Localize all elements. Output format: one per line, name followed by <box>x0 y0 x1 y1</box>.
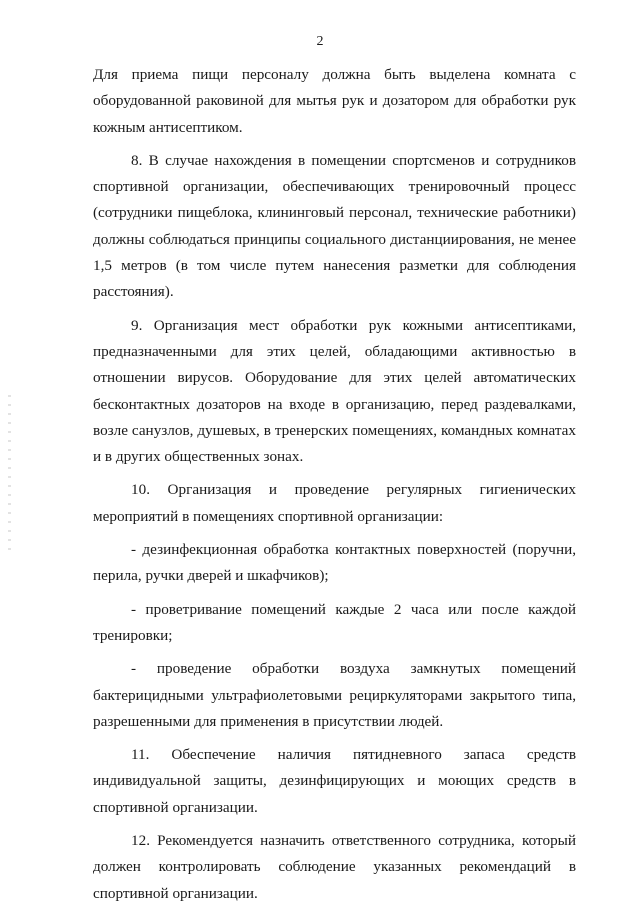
paragraph-item-10: 10. Организация и проведение регулярных гигиенических мероприятий в помещениях спортивной организации: <box>93 481 576 525</box>
page-number: 2 <box>316 34 324 49</box>
list-item-ventilation: - проветривание помещений каждые 2 часа или после каждой тренировки; <box>93 600 576 644</box>
list-item-air-treatment: - проведение обработки воздуха замкнутых помещений бактерицидными ультрафиолетовыми рециркуляторами закрытого типа, разрешенными для применения в присутствии людей. <box>93 660 576 730</box>
paragraph-item-8: 8. В случае нахождения в помещении спортсменов и сотрудников спортивной организации, обеспечивающих тренировочный процесс (сотрудники пищеблока, клининговый персонал, технические работники) должны соблюдаться принципы социального дистанциирования, не менее 1,5 метров (в том числе путем нанесения разметки для соблюдения расстояния). <box>93 151 576 301</box>
list-item-disinfection: - дезинфекционная обработка контактных поверхностей (поручни, перила, ручки дверей и шкафчиков); <box>93 541 576 585</box>
paragraph-item-12: 12. Рекомендуется назначить ответственного сотрудника, который должен контролировать соблюдение указанных рекомендаций в спортивной организации. <box>93 832 576 902</box>
scan-margin-marks <box>8 395 11 555</box>
paragraph-item-11: 11. Обеспечение наличия пятидневного запаса средств индивидуальной защиты, дезинфицирующих и моющих средств в спортивной организации. <box>93 746 576 816</box>
document-body <box>93 62 576 907</box>
paragraph-item-9: 9. Организация мест обработки рук кожными антисептиками, предназначенными для этих целей, обладающими активностью в отношении вирусов. Оборудование для этих целей автоматических бесконтактных дозаторов на входе в организацию, перед раздевалками, возле санузлов, душевых, в тренерских помещениях, командных комнатах и в других общественных зонах. <box>93 316 576 466</box>
paragraph-intro: Для приема пищи персоналу должна быть выделена комната с оборудованной раковиной для мытья рук и дозатором для обработки рук кожным антисептиком. <box>93 66 576 136</box>
